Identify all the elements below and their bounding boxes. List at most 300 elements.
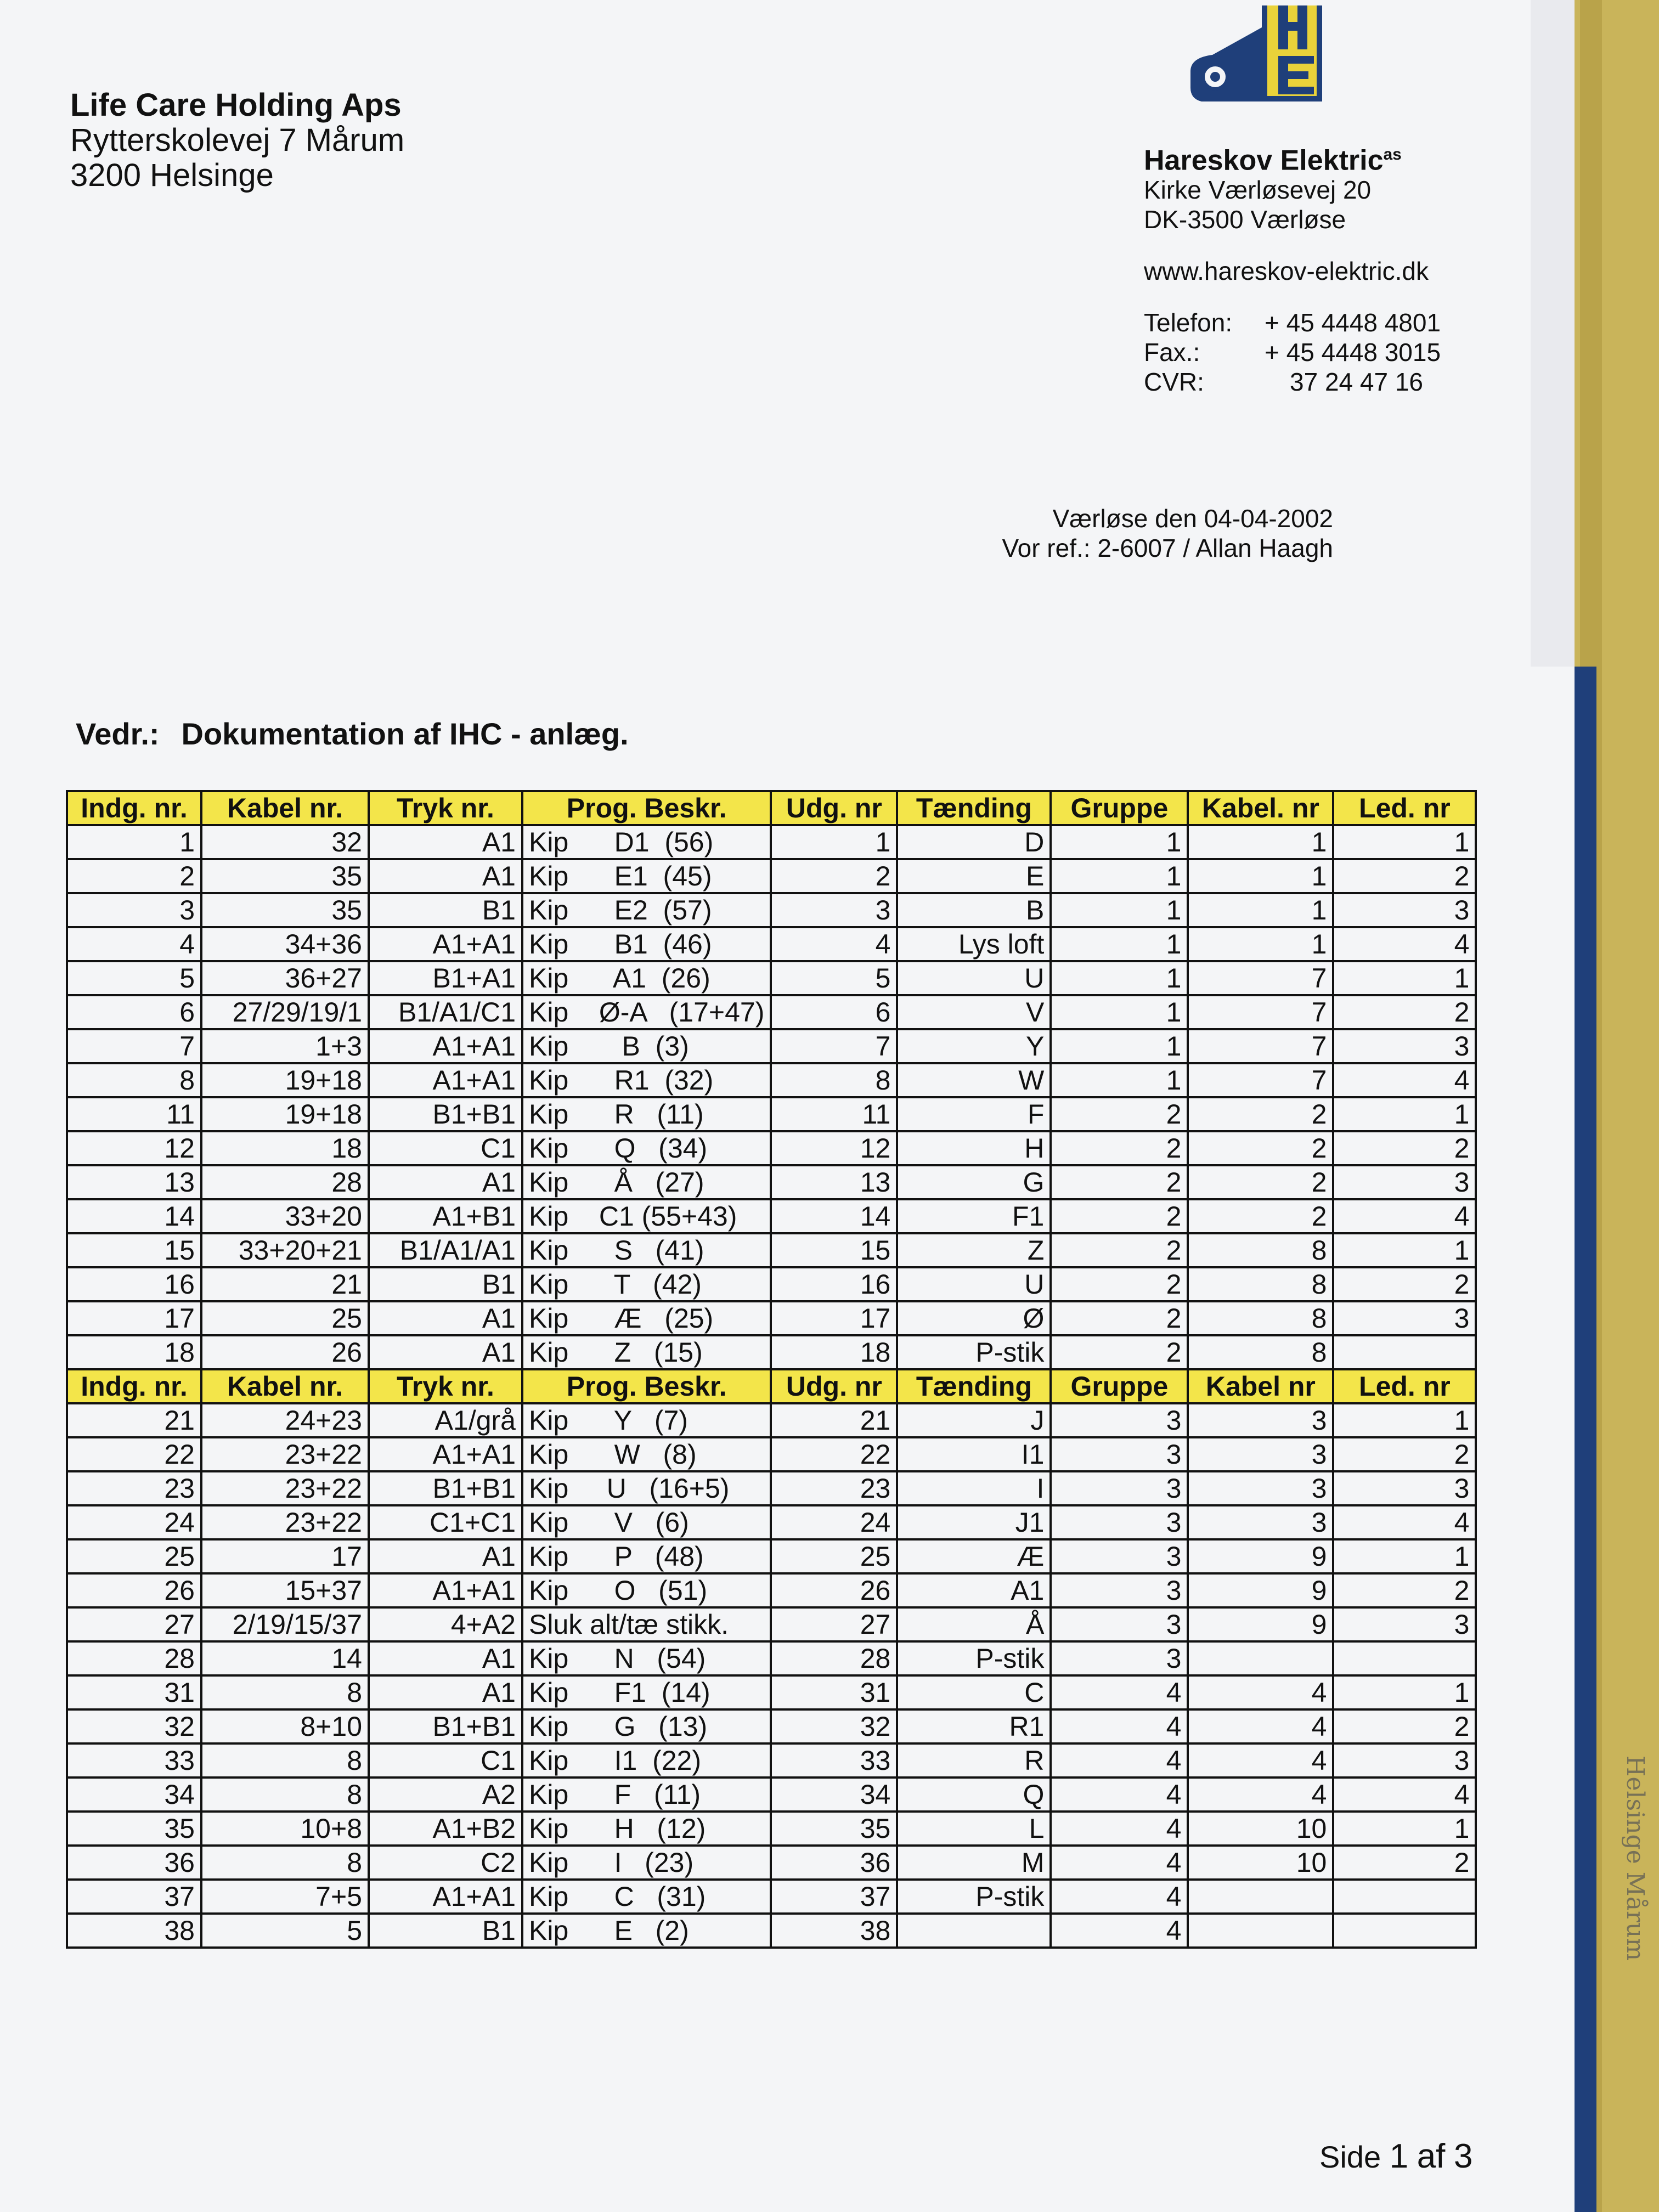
table-cell: 25 [67,1539,201,1573]
page-current: 1 [1389,2137,1409,2175]
table-cell: W [897,1063,1051,1097]
table-cell: 2 [1051,1165,1188,1199]
table-cell: 4+A2 [369,1607,522,1641]
table-cell: 4 [1051,1675,1188,1709]
table-cell: 7 [1188,1063,1333,1097]
page-label: Side [1319,2140,1381,2174]
table-cell: 9 [1188,1607,1333,1641]
table-cell: 4 [1333,1199,1476,1233]
handwritten-note: Helsinge Mårum [1621,1756,1649,1961]
recipient-name: Life Care Holding Aps [70,87,402,123]
column-header: Kabel. nr [1188,791,1333,825]
table-cell: 3 [1188,1505,1333,1539]
sender-company-suffix: as [1383,145,1402,163]
table-cell: 4 [1333,1063,1476,1097]
table-cell: A1 [369,825,522,859]
table-cell: Kip Z (15) [522,1335,771,1369]
table-row [67,1539,1476,1573]
page-number [1319,2137,1472,2176]
table-cell: 26 [771,1573,897,1607]
subject-line [76,716,629,752]
table-cell: 31 [67,1675,201,1709]
table-cell: Kip C1 (55+43) [522,1199,771,1233]
table-cell: A1/grå [369,1403,522,1437]
table-cell [1188,1880,1333,1914]
table-cell: P-stik [897,1880,1051,1914]
table-cell: 2 [771,859,897,893]
table-cell: 22 [67,1437,201,1471]
table-cell: 2 [1051,1267,1188,1301]
table-cell: A1 [369,1539,522,1573]
table-cell: Kip O (51) [522,1573,771,1607]
table-cell: J [897,1403,1051,1437]
table-cell: H [897,1131,1051,1165]
table-cell: P-stik [897,1641,1051,1675]
table-cell: J1 [897,1505,1051,1539]
table-cell: 35 [67,1812,201,1846]
table-cell: 2 [1188,1131,1333,1165]
table-cell: R1 [897,1709,1051,1743]
table-cell: 8 [201,1778,369,1812]
table-cell: 2 [1051,1233,1188,1267]
table-cell: F [897,1097,1051,1131]
table-cell: I [897,1471,1051,1505]
table-cell: 18 [771,1335,897,1369]
page-edge-shadow [1531,0,1575,667]
table-cell: 36+27 [201,961,369,995]
table-cell: 7 [67,1029,201,1063]
column-header: Prog. Beskr. [522,791,771,825]
table-cell: A2 [369,1778,522,1812]
table-cell: A1 [897,1573,1051,1607]
table-cell: 19+18 [201,1097,369,1131]
table-cell: 3 [1051,1471,1188,1505]
table-row [67,1165,1476,1199]
column-header: Led. nr [1333,791,1476,825]
column-header: Gruppe [1051,791,1188,825]
table-cell: Ø [897,1301,1051,1335]
table-cell: 4 [1188,1743,1333,1778]
table-cell: Kip D1 (56) [522,825,771,859]
table-cell: A1 [369,1301,522,1335]
table-cell: 6 [771,995,897,1029]
table-cell: Kip Y (7) [522,1403,771,1437]
table-cell: 3 [1333,1743,1476,1778]
table-cell: 23 [67,1471,201,1505]
table-cell: 11 [771,1097,897,1131]
table-row [67,1778,1476,1812]
table-cell: 3 [1333,1165,1476,1199]
table-cell: Kip Å (27) [522,1165,771,1199]
table-cell: 15 [771,1233,897,1267]
table-cell: 3 [1333,893,1476,927]
table-row [67,1675,1476,1709]
table-cell [1333,1335,1476,1369]
table-row [67,1505,1476,1539]
column-header: Prog. Beskr. [522,1369,771,1403]
table-row [67,1471,1476,1505]
table-cell: 31 [771,1675,897,1709]
column-header: Tænding [897,791,1051,825]
table-cell: 25 [201,1301,369,1335]
table-cell: 18 [67,1335,201,1369]
column-header: Tænding [897,1369,1051,1403]
table-cell: 3 [1051,1607,1188,1641]
sender-contacts [1144,308,1441,397]
table-cell: 2 [1051,1199,1188,1233]
table-cell: 1 [1188,825,1333,859]
table-cell: 5 [201,1914,369,1948]
table-cell: C1+C1 [369,1505,522,1539]
table-cell: V [897,995,1051,1029]
table-row [67,1743,1476,1778]
table-cell: 8 [67,1063,201,1097]
table-header-row [67,1369,1476,1403]
table-row [67,1846,1476,1880]
table-row [67,1335,1476,1369]
table-cell: 8 [1188,1335,1333,1369]
table-cell: D [897,825,1051,859]
table-cell: 4 [1051,1880,1188,1914]
table-cell: 2 [1333,995,1476,1029]
table-cell: Kip B (3) [522,1029,771,1063]
table-cell: 24+23 [201,1403,369,1437]
table-cell: Lys loft [897,927,1051,961]
table-cell: L [897,1812,1051,1846]
table-cell: 1 [1051,859,1188,893]
table-cell: Kip W (8) [522,1437,771,1471]
column-header: Udg. nr [771,1369,897,1403]
table-cell: 33+20 [201,1199,369,1233]
recipient-city: 3200 Helsinge [70,157,274,193]
table-cell: 1 [1333,1539,1476,1573]
table-cell: 21 [67,1403,201,1437]
column-header: Kabel nr. [201,791,369,825]
date-reference [1002,504,1333,563]
table-cell: 15 [67,1233,201,1267]
table-cell: 38 [67,1914,201,1948]
table-cell: 3 [67,893,201,927]
column-header: Kabel nr [1188,1369,1333,1403]
table-cell: 23+22 [201,1437,369,1471]
table-row [67,1437,1476,1471]
table-cell: 10 [1188,1812,1333,1846]
table-cell: 3 [1051,1539,1188,1573]
table-cell: 2 [1051,1301,1188,1335]
table-row [67,1880,1476,1914]
sender-block [1144,140,1441,397]
table-cell: 2 [1333,1131,1476,1165]
table-cell: 35 [201,859,369,893]
table-cell: 1 [1333,1812,1476,1846]
table-cell: 17 [771,1301,897,1335]
table-cell: 1 [1051,961,1188,995]
table-cell: 3 [1333,1301,1476,1335]
table-cell: B1 [369,893,522,927]
table-cell: 1 [1333,1233,1476,1267]
table-cell: Kip Ø-A (17+47) [522,995,771,1029]
table-cell: 36 [771,1846,897,1880]
table-cell: 1 [1188,927,1333,961]
table-cell: A1 [369,1641,522,1675]
table-cell: B1+A1 [369,961,522,995]
table-cell: 5 [771,961,897,995]
table-cell: 32 [67,1709,201,1743]
table-cell: 8 [201,1846,369,1880]
table-cell: B [897,893,1051,927]
cvr-row [1144,367,1441,397]
table-cell: G [897,1165,1051,1199]
table-cell: 4 [1188,1778,1333,1812]
sender-city: DK-3500 Værløse [1144,205,1346,234]
table-cell: 1 [1188,893,1333,927]
table-cell: A1 [369,1675,522,1709]
table-cell: 21 [771,1403,897,1437]
table-cell: 36 [67,1846,201,1880]
table-cell: Kip I1 (22) [522,1743,771,1778]
table-cell: E [897,859,1051,893]
table-cell: Kip H (12) [522,1812,771,1846]
table-row [67,1029,1476,1063]
table-cell: 35 [201,893,369,927]
table-cell: B1 [369,1914,522,1948]
table-cell: 5 [67,961,201,995]
table-cell: 16 [771,1267,897,1301]
table-cell: A1+B2 [369,1812,522,1846]
table-row [67,1199,1476,1233]
table-cell: I1 [897,1437,1051,1471]
table-cell: U [897,1267,1051,1301]
table-row [67,1403,1476,1437]
phone-value: + 45 4448 4801 [1265,308,1441,337]
table-cell: 1 [1333,1097,1476,1131]
table-row [67,1063,1476,1097]
table-cell: Kip C (31) [522,1880,771,1914]
table-cell: 4 [1188,1709,1333,1743]
table-cell: 15+37 [201,1573,369,1607]
table-cell: 4 [1051,1914,1188,1948]
table-cell: 2 [1188,1165,1333,1199]
table-cell: 13 [771,1165,897,1199]
table-cell: 12 [67,1131,201,1165]
table-cell: 4 [1188,1675,1333,1709]
table-cell: B1+B1 [369,1471,522,1505]
table-cell: 3 [1051,1573,1188,1607]
table-cell: Kip F1 (14) [522,1675,771,1709]
table-cell: 23 [771,1471,897,1505]
table-cell: 3 [1051,1641,1188,1675]
sender-website: www.hareskov-elektric.dk [1144,257,1429,286]
table-cell: 35 [771,1812,897,1846]
table-header-row [67,791,1476,825]
table-cell: C [897,1675,1051,1709]
table-cell: 4 [1051,1846,1188,1880]
table-cell: 28 [67,1641,201,1675]
table-cell: 33+20+21 [201,1233,369,1267]
table-cell: B1/A1/C1 [369,995,522,1029]
recipient-address [70,88,404,193]
table-cell: 2 [1188,1199,1333,1233]
table-row [67,859,1476,893]
table-cell: 2 [1333,1573,1476,1607]
table-cell [1188,1641,1333,1675]
table-cell: 22 [771,1437,897,1471]
table-cell: Kip G (13) [522,1709,771,1743]
table-cell: 13 [67,1165,201,1199]
table-cell: 28 [201,1165,369,1199]
table-row [67,825,1476,859]
table-cell: F1 [897,1199,1051,1233]
table-cell: 37 [771,1880,897,1914]
column-header: Udg. nr [771,791,897,825]
column-header: Kabel nr. [201,1369,369,1403]
table-cell: Kip B1 (46) [522,927,771,961]
table-cell: 8 [201,1675,369,1709]
sender-company [1144,140,1441,175]
table-cell [1333,1914,1476,1948]
table-cell: 9 [1188,1539,1333,1573]
table-cell: Å [897,1607,1051,1641]
table-cell: 23+22 [201,1505,369,1539]
table-cell: 24 [771,1505,897,1539]
table-cell: Kip Æ (25) [522,1301,771,1335]
table-cell: 34 [771,1778,897,1812]
table-cell: 23+22 [201,1471,369,1505]
table-row [67,1233,1476,1267]
table-cell: C2 [369,1846,522,1880]
table-cell: B1+B1 [369,1709,522,1743]
table-cell: 27 [771,1607,897,1641]
table-cell: 9 [1188,1573,1333,1607]
cvr-value: 37 24 47 16 [1290,368,1424,397]
table-row [67,1914,1476,1948]
table-cell: 8 [1188,1301,1333,1335]
table-cell: A1+A1 [369,1573,522,1607]
table-cell: 7 [1188,995,1333,1029]
table-cell: Kip I (23) [522,1846,771,1880]
table-cell: 17 [67,1301,201,1335]
table-row [67,1607,1476,1641]
table-cell: 1 [1051,995,1188,1029]
table-cell: 18 [201,1131,369,1165]
table-cell [1188,1914,1333,1948]
table-cell: 1 [1188,859,1333,893]
table-cell: Kip S (41) [522,1233,771,1267]
table-cell: 12 [771,1131,897,1165]
fax-label: Fax.: [1144,338,1200,367]
table-cell: 2 [1333,1846,1476,1880]
table-cell: 28 [771,1641,897,1675]
table-cell: 4 [1333,1505,1476,1539]
table-row [67,1097,1476,1131]
table-row [67,1131,1476,1165]
fax-row [1144,337,1441,367]
table-cell: 25 [771,1539,897,1573]
table-row [67,1301,1476,1335]
table-cell: Kip T (42) [522,1267,771,1301]
table-cell: 1 [1051,893,1188,927]
table-cell: 7 [1188,961,1333,995]
table-cell: 11 [67,1097,201,1131]
table-cell: 4 [771,927,897,961]
table-cell [1333,1641,1476,1675]
table-cell: 4 [1333,1778,1476,1812]
table-cell: 3 [1051,1437,1188,1471]
table-cell: 27/29/19/1 [201,995,369,1029]
table-cell: 26 [67,1573,201,1607]
subject-label: Vedr.: [76,716,160,751]
table-cell: 4 [1051,1812,1188,1846]
table-cell: 21 [201,1267,369,1301]
table-cell [1333,1880,1476,1914]
ihc-documentation-table [66,790,1477,1949]
table-cell: 7+5 [201,1880,369,1914]
table-cell: 6 [67,995,201,1029]
table-cell: 3 [1051,1403,1188,1437]
table-cell: Kip E2 (57) [522,893,771,927]
table-cell: C1 [369,1131,522,1165]
sender-street: Kirke Værløsevej 20 [1144,176,1372,205]
column-header: Tryk nr. [369,1369,522,1403]
table-cell: Kip U (16+5) [522,1471,771,1505]
table-cell: B1 [369,1267,522,1301]
table-cell: 1 [1333,825,1476,859]
table-cell: 3 [771,893,897,927]
table-cell: 1 [1051,1029,1188,1063]
table-cell: 14 [67,1199,201,1233]
table-cell: 8 [1188,1233,1333,1267]
table-cell: 1 [67,825,201,859]
table-cell: 4 [1051,1743,1188,1778]
table-cell: 3 [1051,1505,1188,1539]
table-cell: B1/A1/A1 [369,1233,522,1267]
table-cell: 26 [201,1335,369,1369]
table-cell: 34 [67,1778,201,1812]
table-cell: 2 [1333,859,1476,893]
sender-company-name: Hareskov Elektric [1144,144,1384,177]
column-header: Gruppe [1051,1369,1188,1403]
table-cell: 33 [771,1743,897,1778]
table-cell: Kip F (11) [522,1778,771,1812]
table-cell: 14 [201,1641,369,1675]
table-cell: Kip N (54) [522,1641,771,1675]
table-cell: 2 [1051,1335,1188,1369]
table-cell: A1+A1 [369,1063,522,1097]
table-row [67,961,1476,995]
table-cell: 38 [771,1914,897,1948]
table-cell: Kip V (6) [522,1505,771,1539]
table-cell: 24 [67,1505,201,1539]
table-cell: 7 [1188,1029,1333,1063]
table-cell: A1 [369,859,522,893]
subject-text: Dokumentation af IHC - anlæg. [181,716,629,751]
table-cell: 32 [201,825,369,859]
table-cell: R [897,1743,1051,1778]
table-cell: 2 [1051,1097,1188,1131]
table-cell: 10+8 [201,1812,369,1846]
table-cell: A1+A1 [369,1029,522,1063]
table-cell: 37 [67,1880,201,1914]
table-cell: 1 [1333,1403,1476,1437]
table-cell: 7 [771,1029,897,1063]
table-cell: A1+A1 [369,1437,522,1471]
table-cell: 4 [1333,927,1476,961]
table-cell: 2 [1333,1709,1476,1743]
table-cell: 8 [771,1063,897,1097]
column-header: Tryk nr. [369,791,522,825]
table-cell: A1+A1 [369,1880,522,1914]
table-row [67,1267,1476,1301]
